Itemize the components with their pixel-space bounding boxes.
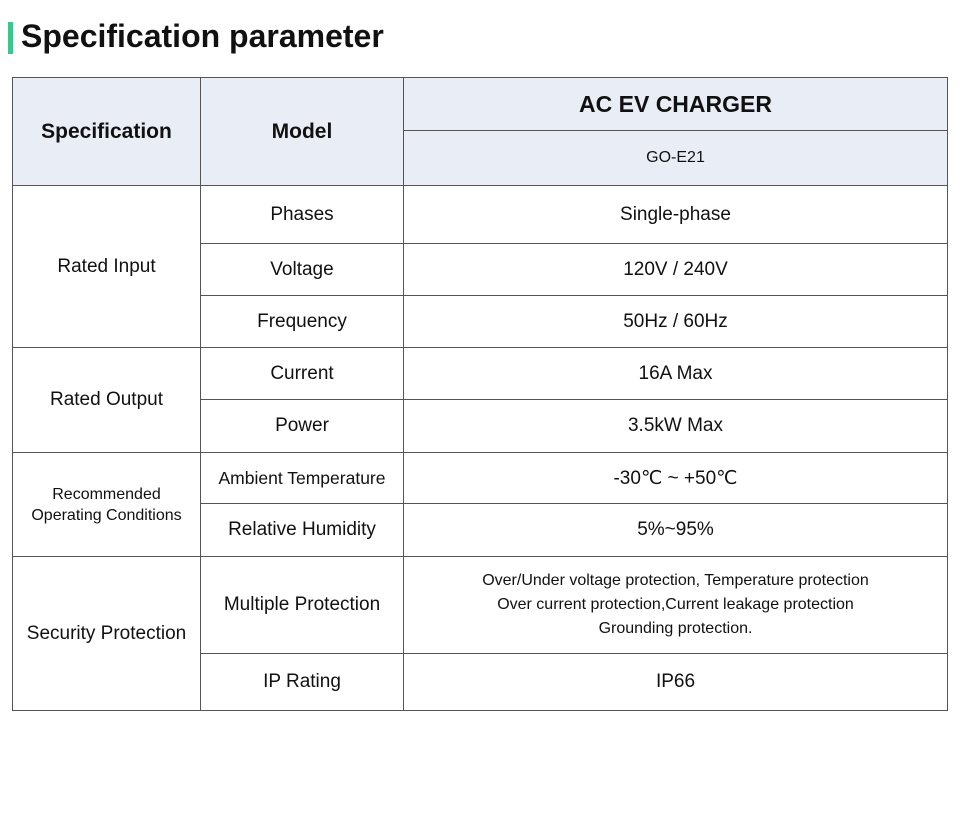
label-relative-humidity: Relative Humidity [201,504,404,557]
group-security-protection: Security Protection [13,557,201,711]
value-relative-humidity: 5%~95% [404,504,948,557]
page-title: Specification parameter [21,18,384,54]
value-ip-rating: IP66 [404,654,948,711]
group-rated-output: Rated Output [13,348,201,453]
group-rated-input: Rated Input [13,186,201,348]
title-accent-bar [8,22,13,54]
value-power: 3.5kW Max [404,400,948,453]
protection-line-2: Over current protection,Current leakage protection [497,596,854,613]
header-product: AC EV CHARGER [404,78,948,131]
header-specification: Specification [13,78,201,186]
specification-table [12,77,948,711]
value-ambient-temperature: -30℃ ~ +50℃ [404,453,948,504]
value-current: 16A Max [404,348,948,400]
label-ip-rating: IP Rating [201,654,404,711]
header-model: Model [201,78,404,186]
label-current: Current [201,348,404,400]
label-phases: Phases [201,186,404,244]
group-operating-line2: Operating Conditions [31,506,182,524]
label-frequency: Frequency [201,296,404,348]
group-operating-conditions [13,453,201,557]
value-frequency: 50Hz / 60Hz [404,296,948,348]
protection-line-3: Grounding protection. [598,620,753,637]
label-multiple-protection: Multiple Protection [201,557,404,654]
label-ambient-temperature: Ambient Temperature [201,453,404,504]
protection-line-1: Over/Under voltage protection, Temperature protection [482,572,869,589]
group-operating-line1: Recommended [52,485,161,503]
header-model-code: GO-E21 [404,131,948,186]
label-voltage: Voltage [201,244,404,296]
value-voltage: 120V / 240V [404,244,948,296]
label-power: Power [201,400,404,453]
value-multiple-protection [404,557,948,654]
value-phases: Single-phase [404,186,948,244]
